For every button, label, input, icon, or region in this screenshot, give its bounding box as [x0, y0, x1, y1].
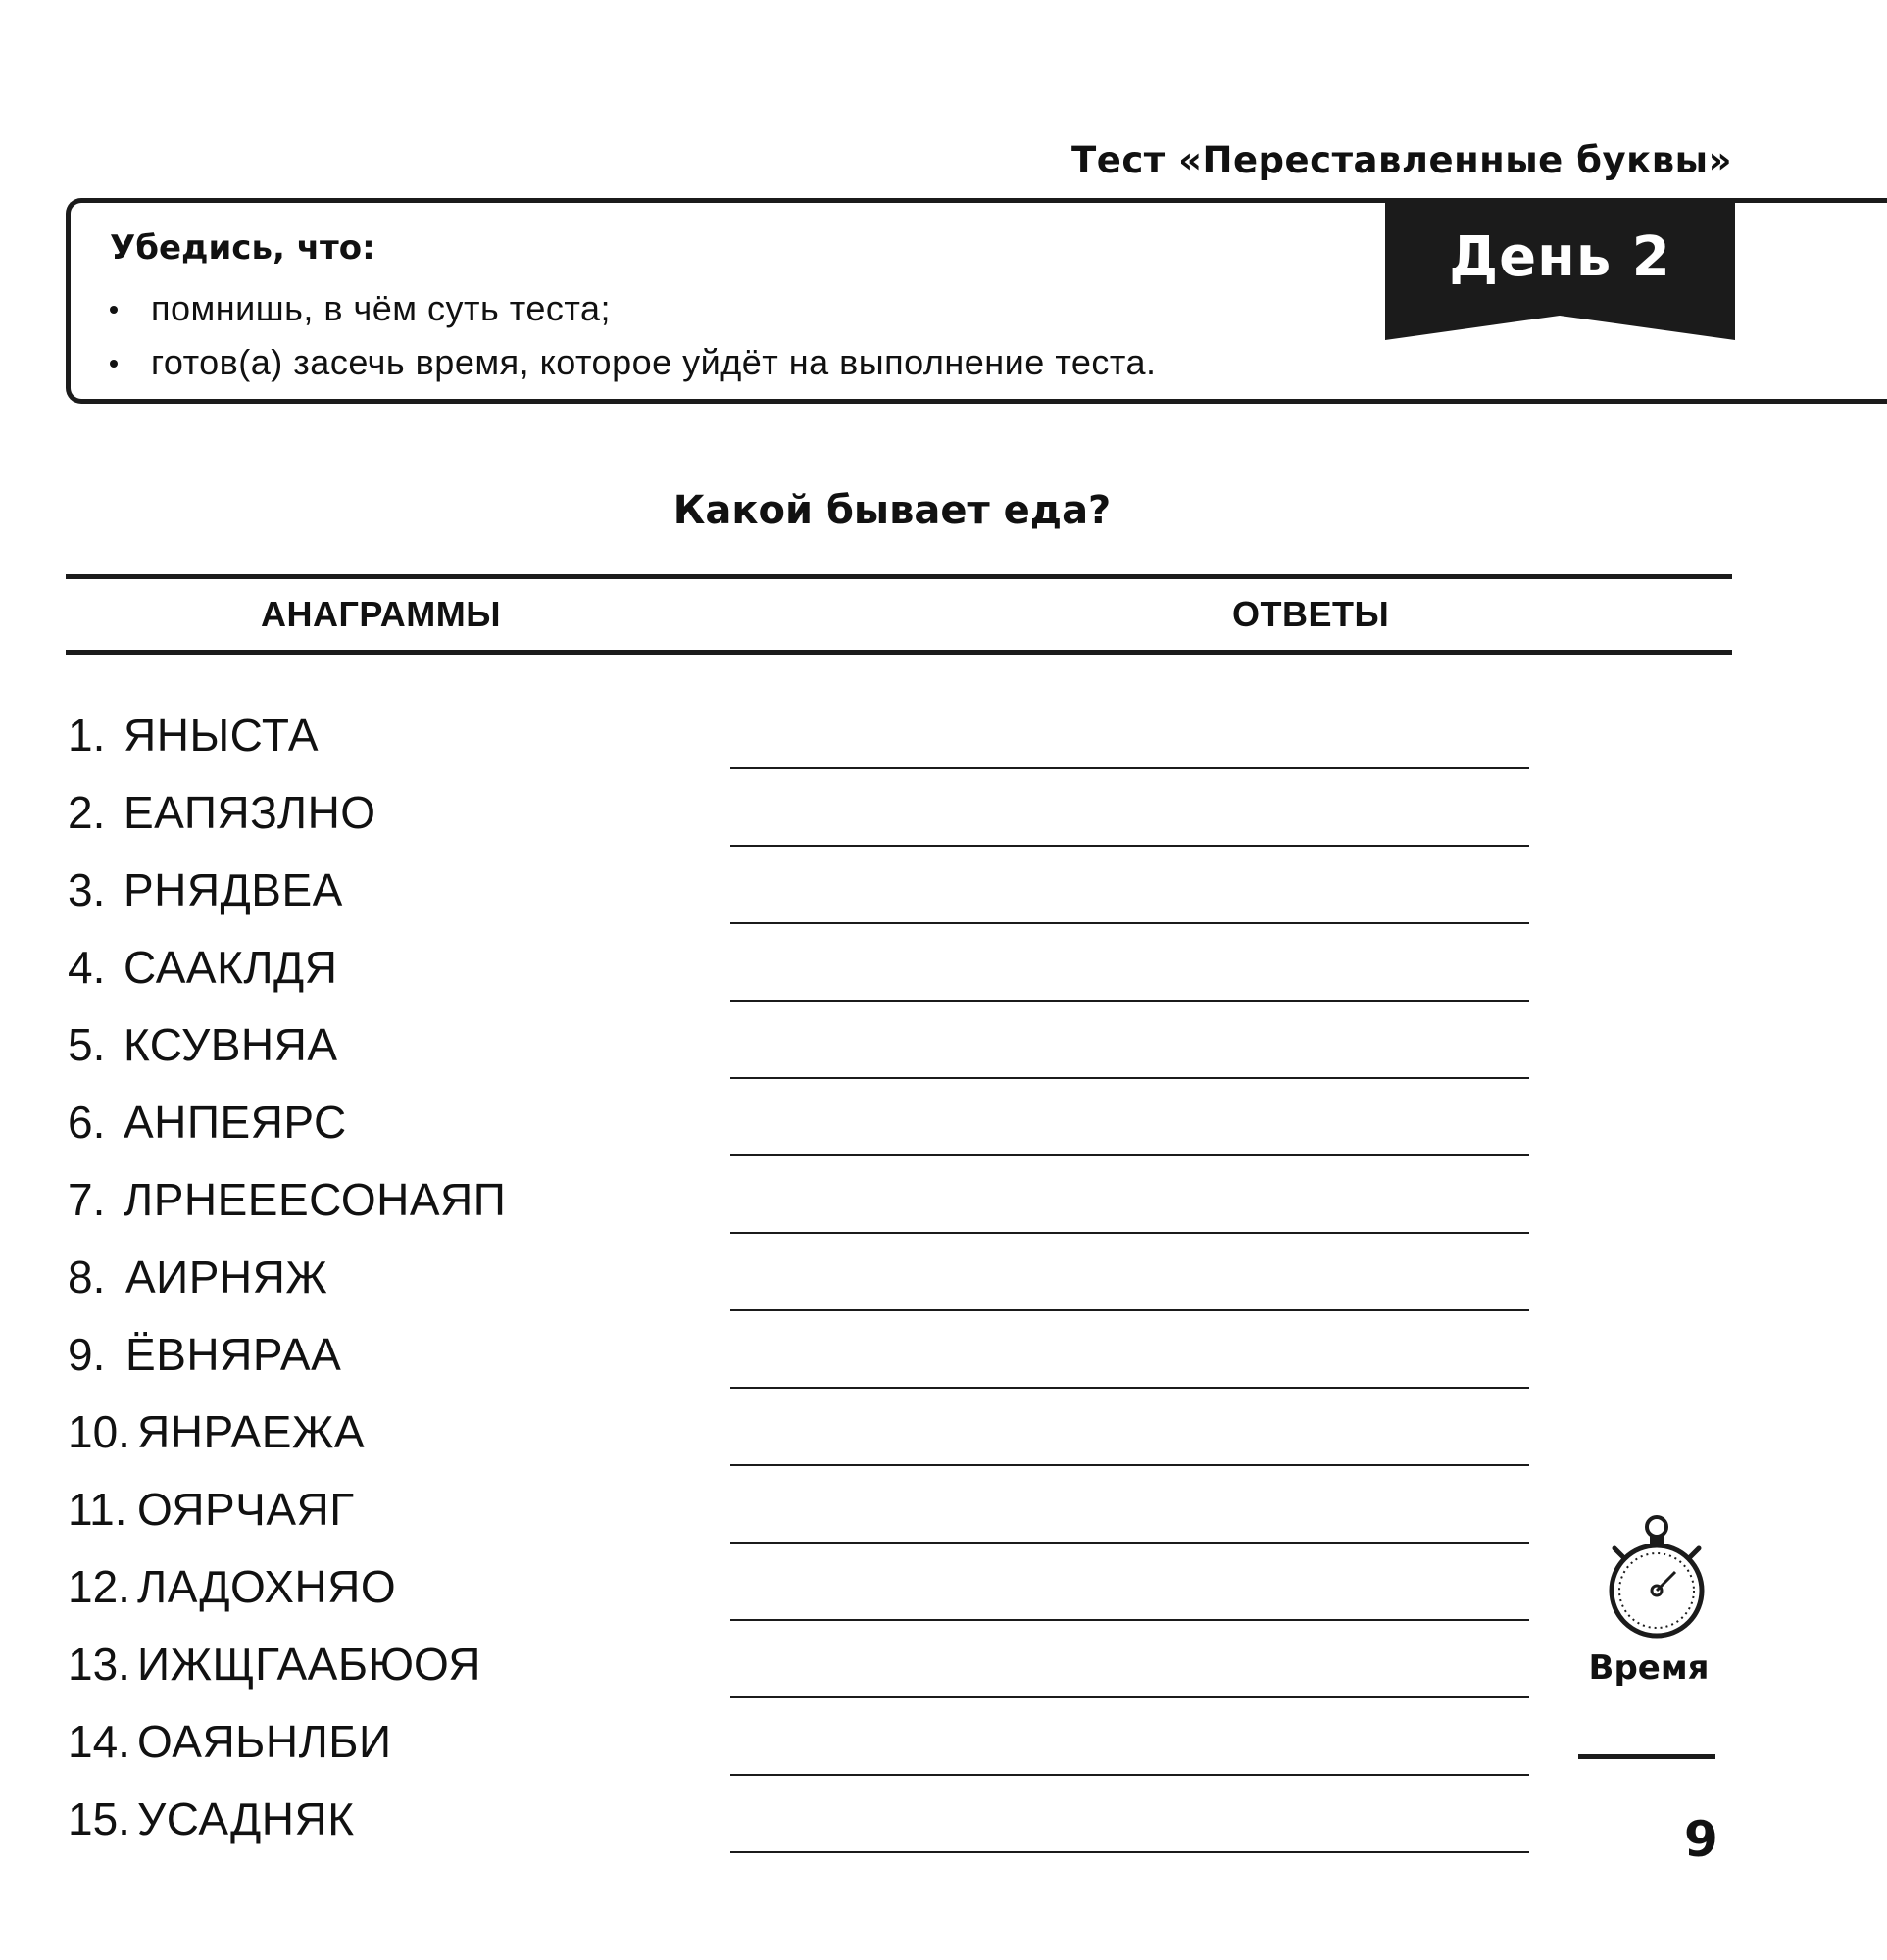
row-number: 3.	[68, 864, 106, 915]
answer-line[interactable]	[730, 1077, 1529, 1079]
column-header-anagrams: АНАГРАММЫ	[261, 594, 501, 634]
row-number: 1.	[68, 710, 106, 760]
row-number: 14.	[68, 1716, 130, 1767]
answer-line[interactable]	[730, 845, 1529, 847]
table-row	[0, 1483, 1568, 1560]
timer-label: Время	[1588, 1648, 1710, 1688]
page-number: 9	[1684, 1811, 1718, 1868]
row-number: 5.	[68, 1019, 106, 1070]
answer-line[interactable]	[730, 1619, 1529, 1621]
answer-line[interactable]	[730, 1387, 1529, 1389]
row-number: 12.	[68, 1561, 130, 1612]
table-top-rule	[66, 574, 1732, 579]
anagram-word: ЛРНЕЕЕСОНАЯП	[124, 1174, 507, 1225]
answer-line[interactable]	[730, 1154, 1529, 1156]
row-number: 9.	[68, 1329, 106, 1380]
anagram-word: АИРНЯЖ	[125, 1251, 328, 1302]
answer-line[interactable]	[730, 767, 1529, 769]
checklist-heading: Убедись, что:	[110, 228, 375, 268]
row-number: 15.	[68, 1793, 130, 1844]
answer-line[interactable]	[730, 1000, 1529, 1002]
answer-line[interactable]	[730, 1774, 1529, 1776]
anagram-word: ЕАПЯЗЛНО	[124, 787, 376, 838]
checklist-list	[110, 281, 1157, 389]
anagram-word: АНПЕЯРС	[124, 1097, 347, 1148]
row-number: 11.	[68, 1484, 127, 1535]
table-row	[0, 709, 1568, 786]
stopwatch-icon	[1565, 1509, 1732, 1642]
anagram-word: ЯНЫСТА	[124, 710, 320, 760]
answer-line[interactable]	[730, 1309, 1529, 1311]
anagram-word: ИЖЩГААБЮОЯ	[137, 1639, 481, 1690]
row-number: 10.	[68, 1406, 130, 1457]
table-row	[0, 786, 1568, 863]
row-number: 7.	[68, 1174, 106, 1225]
table-row	[0, 1560, 1568, 1638]
anagram-word: ОАЯЬНЛБИ	[137, 1716, 392, 1767]
table-row	[0, 1715, 1568, 1792]
answer-line[interactable]	[730, 1542, 1529, 1544]
table-row	[0, 1018, 1568, 1096]
anagram-word: РНЯДВЕА	[124, 864, 343, 915]
table-row	[0, 1792, 1568, 1870]
row-number: 4.	[68, 942, 106, 993]
test-title: Тест «Переставленные буквы»	[1071, 139, 1732, 181]
table-row	[0, 1328, 1568, 1405]
anagram-word: КСУВНЯА	[124, 1019, 338, 1070]
row-number: 6.	[68, 1097, 106, 1148]
table-row	[0, 941, 1568, 1018]
anagram-word: ОЯРЧАЯГ	[137, 1484, 355, 1535]
timer-block	[1565, 1509, 1732, 1688]
day-banner	[1385, 198, 1735, 340]
row-number: 8.	[68, 1251, 106, 1302]
row-number: 2.	[68, 787, 106, 838]
time-entry-line[interactable]	[1578, 1754, 1715, 1759]
section-title: Какой бывает еда?	[672, 488, 1112, 533]
anagram-word: ЯНРАЕЖА	[137, 1406, 366, 1457]
column-header-answers: ОТВЕТЫ	[1232, 594, 1390, 634]
answer-line[interactable]	[730, 1464, 1529, 1466]
answer-line[interactable]	[730, 1696, 1529, 1698]
checklist-item: помнишь, в чём суть теста;	[110, 281, 1157, 335]
checklist-item: готов(а) засечь время, которое уйдёт на выполнение теста.	[110, 335, 1157, 389]
table-row	[0, 1250, 1568, 1328]
anagram-word: УСАДНЯК	[137, 1793, 355, 1844]
answer-line[interactable]	[730, 1851, 1529, 1853]
answer-line[interactable]	[730, 1232, 1529, 1234]
anagram-word: ЛАДОХНЯО	[137, 1561, 397, 1612]
table-bottom-rule	[66, 650, 1732, 655]
answer-line[interactable]	[730, 922, 1529, 924]
table-row	[0, 863, 1568, 941]
day-label: День 2	[1449, 225, 1671, 289]
anagram-word: СААКЛДЯ	[124, 942, 338, 993]
row-number: 13.	[68, 1639, 130, 1690]
anagram-word: ЁВНЯРАА	[125, 1329, 342, 1380]
table-row	[0, 1638, 1568, 1715]
table-row	[0, 1405, 1568, 1483]
table-row	[0, 1173, 1568, 1250]
table-row	[0, 1096, 1568, 1173]
